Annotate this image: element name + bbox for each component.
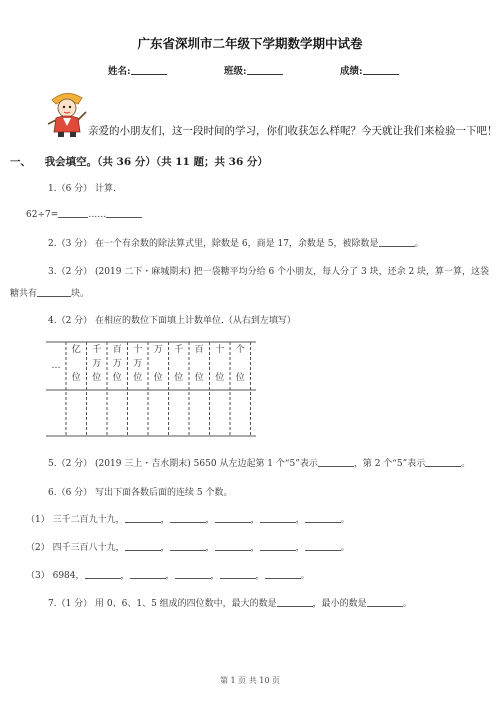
q2-text: 2.（3 分） 在一个有余数的除法算式里，除数是 6，商是 17，余数是 5，被除数是: [48, 239, 379, 249]
question-6-sub-1: [26, 512, 350, 525]
place-unit-char: 亿: [71, 345, 81, 355]
mascot-illustration: [40, 88, 92, 138]
q6-sub3-blank-5[interactable]: [265, 569, 301, 579]
question-1-line: [26, 208, 142, 220]
question-7: [48, 596, 412, 609]
separator: ，: [250, 515, 260, 525]
question-2: [48, 236, 424, 249]
q5-blank-2[interactable]: [425, 457, 461, 467]
place-unit-char: 位: [235, 373, 245, 383]
greeting-text: 亲爱的小朋友们，这一段时间的学习，你们收获怎么样呢？今天就让我们来检验一下吧！: [88, 125, 498, 137]
score-blank[interactable]: [363, 64, 399, 75]
question-6-sub-3: [26, 568, 310, 581]
q6-sub1-blank-1[interactable]: [125, 513, 161, 523]
sentence-end: 。: [300, 571, 310, 581]
place-unit-char: 千: [92, 345, 102, 355]
q6-sub2-blank-3[interactable]: [215, 541, 251, 551]
place-unit-char: 十: [215, 345, 225, 355]
place-unit-char: 十: [133, 345, 143, 355]
place-unit-char: 万: [92, 359, 102, 369]
place-unit-char: 万: [133, 359, 143, 369]
q7-end: 。: [402, 599, 412, 609]
section-number: 一、: [10, 156, 31, 168]
place-unit-char: 位: [133, 373, 143, 383]
sentence-end: 。: [340, 543, 350, 553]
class-field: [224, 63, 283, 77]
q5-end: 。: [461, 459, 471, 469]
class-label: 班级:: [224, 66, 247, 77]
separator: ，: [210, 571, 220, 581]
place-unit-char: 千: [174, 345, 184, 355]
q6-sub2-blank-2[interactable]: [170, 541, 206, 551]
place-unit-char: 百: [194, 345, 204, 355]
place-unit-char: 位: [112, 373, 122, 383]
q6-sub2-blank-5[interactable]: [305, 541, 341, 551]
separator: ，: [160, 515, 170, 525]
separator: ，: [160, 543, 170, 553]
separator: ，: [295, 515, 305, 525]
page-footer: 第 1 页 共 10 页: [220, 676, 280, 685]
separator: ，: [255, 571, 265, 581]
q7-text-a: 7.（1 分） 用 0、6、1、5 组成的四位数中，最大的数是: [48, 599, 277, 609]
separator: ，: [205, 543, 215, 553]
table-ellipsis: …: [51, 361, 61, 371]
q5-blank-1[interactable]: [318, 457, 354, 467]
q3-blank[interactable]: [37, 287, 71, 297]
q6-sub2-label: （2） 四千三百八十九，: [26, 543, 125, 553]
place-unit-char: 万: [112, 359, 122, 369]
q1-remainder-blank[interactable]: [106, 208, 142, 218]
q7-text-b: ，最小的数是: [312, 599, 367, 609]
q6-sub2-blank-1[interactable]: [125, 541, 161, 551]
place-value-table: [46, 340, 256, 438]
separator: ，: [165, 571, 175, 581]
name-label: 姓名:: [108, 66, 131, 77]
q6-sub1-blank-3[interactable]: [215, 513, 251, 523]
q6-sub3-label: （3） 6984，: [26, 571, 85, 581]
place-unit-char: 万: [153, 345, 163, 355]
question-1-head: 1.（6 分） 计算.: [48, 184, 116, 194]
q3-text-b: 块。: [71, 289, 90, 299]
q1-expression: 62÷7=: [26, 210, 59, 220]
q6-sub1-blank-2[interactable]: [170, 513, 206, 523]
question-3-line-2: [10, 286, 89, 299]
separator: ，: [295, 543, 305, 553]
q2-blank[interactable]: [379, 237, 415, 247]
question-5: [48, 456, 470, 469]
q6-sub3-blank-2[interactable]: [130, 569, 166, 579]
q5-text-a: 5.（2 分） (2019 三上・吉水期末) 5650 从左边起第 1 个“5”表示: [48, 459, 318, 469]
question-6-head: 6.（6 分） 写出下面各数后面的连续 5 个数。: [48, 488, 233, 498]
place-unit-char: 个: [235, 345, 245, 355]
separator: ，: [120, 571, 130, 581]
question-3-line-1: 3.（2 分） (2019 二下・麻城期末) 把一袋糖平均分给 6 个小朋友，每人分了 3 块，还余 2 块，算一算，这袋: [48, 267, 490, 277]
question-6-sub-2: [26, 540, 350, 553]
q6-sub1-blank-5[interactable]: [305, 513, 341, 523]
q7-blank-2[interactable]: [367, 597, 403, 607]
q2-end: 。: [414, 239, 424, 249]
class-blank[interactable]: [247, 64, 283, 75]
q6-sub3-blank-4[interactable]: [220, 569, 256, 579]
place-unit-char: 位: [71, 373, 81, 383]
place-unit-char: 位: [153, 373, 163, 383]
q6-sub1-blank-4[interactable]: [260, 513, 296, 523]
separator: ，: [250, 543, 260, 553]
q1-dots: ……: [88, 210, 107, 220]
score-label: 成绩:: [340, 66, 363, 77]
q5-text-b: ，第 2 个“5”表示: [353, 459, 426, 469]
section-title: 我会填空。（共 36 分）（共 11 题；共 36 分）: [44, 156, 268, 168]
section-heading: [10, 154, 268, 169]
name-field: [108, 63, 167, 77]
place-unit-char: 位: [174, 373, 184, 383]
place-unit-char: 百: [112, 345, 122, 355]
place-unit-char: 位: [92, 373, 102, 383]
q1-quotient-blank[interactable]: [58, 208, 88, 218]
place-unit-char: 位: [194, 373, 204, 383]
q7-blank-1[interactable]: [277, 597, 313, 607]
score-field: [340, 63, 399, 77]
separator: ，: [205, 515, 215, 525]
q3-text-a: 糖共有: [10, 289, 38, 299]
q6-sub2-blank-4[interactable]: [260, 541, 296, 551]
name-blank[interactable]: [131, 64, 167, 75]
question-4-head: 4.（2 分） 在相应的数位下面填上计数单位.（从右到左填写）: [48, 316, 296, 326]
place-unit-char: 位: [215, 373, 225, 383]
q6-sub3-blank-3[interactable]: [175, 569, 211, 579]
page-title: 广东省深圳市二年级下学期数学期中试卷: [137, 36, 363, 51]
q6-sub3-blank-1[interactable]: [85, 569, 121, 579]
sentence-end: 。: [340, 515, 350, 525]
q6-sub1-label: （1） 三千二百九十九，: [26, 515, 125, 525]
